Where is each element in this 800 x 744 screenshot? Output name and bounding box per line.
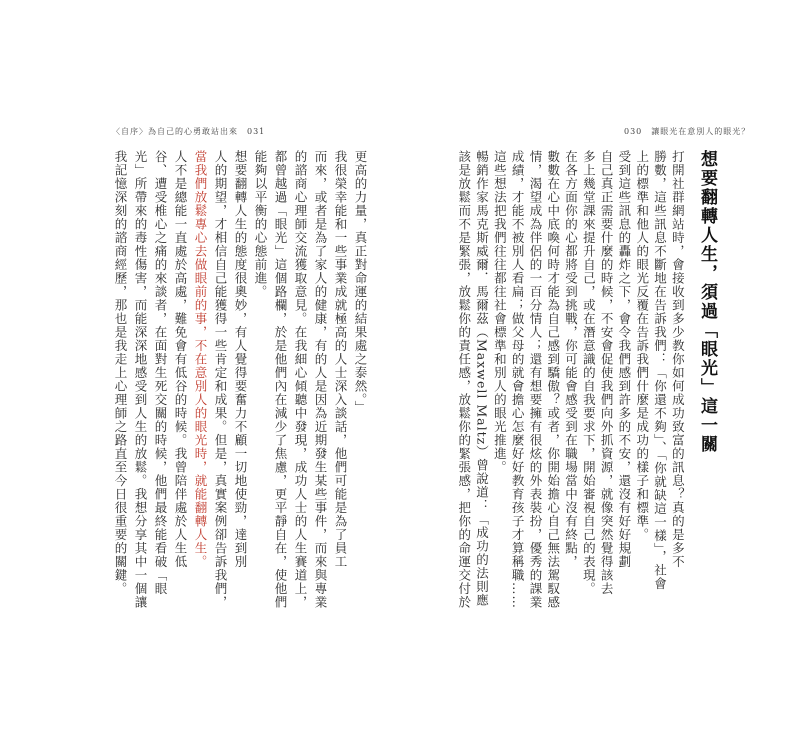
text-column: 我記憶深刻的諮商經歷，那也是我走上心理師之路直至今日很重要的關鍵。 bbox=[113, 150, 128, 596]
text-column: 能夠以平衡的心態前進。 bbox=[253, 150, 268, 299]
text-column: 人不是總能一直處於高處，難免會有低谷的時候。我曾陪伴處於人生低 bbox=[173, 150, 188, 569]
left-page-header: 〈自序〉為自己的心勇敢站出來 031 bbox=[112, 127, 266, 136]
text-column: 打開社群網站時，會接收到多少教你如何成功致富的訊息？真的是多不 bbox=[670, 150, 686, 569]
right-page-body bbox=[456, 150, 722, 630]
text-column: 數數在心中底喚何時才能為自己感到驕傲？或者，你開始擔心自己無法駕馭感 bbox=[545, 150, 561, 609]
left-page-body bbox=[92, 150, 370, 630]
text-column: 該是放鬆而不是緊張，放鬆你的責任感，放鬆你的緊張感，把你的命運交付於 bbox=[456, 150, 472, 609]
text-column: 這些想法把我們往往都往社會標準和別人的眼光推進。 bbox=[492, 150, 508, 474]
text-column: 人的期望，才相信自己能獲得一些肯定和成果。但是，真實案例卻告訴我們， bbox=[213, 150, 228, 609]
text-column: 暢銷作家馬克斯威爾．馬爾茲（Maxwell Maltz）曾說道：「成功的法則應 bbox=[474, 150, 490, 608]
text-column: 多上幾堂課來提升自己，或在潛意識的自我要求下，開始審視自己的表現。 bbox=[581, 150, 597, 596]
highlighted-text-column: 當我們放鬆專心去做眼前的事，不在意別人的眼光時，就能翻轉人生。 bbox=[193, 150, 208, 569]
text-column: 我很榮幸能和一些事業成就極高的人士深入談話，他們可能是為了員工 bbox=[333, 150, 348, 569]
right-page-header: 030 讓眼光在意別人的眼光？ bbox=[624, 127, 751, 136]
text-column: 而來，或者是為了家人的健康，有的人是因為近期發生某些事件，而來與專業 bbox=[313, 150, 328, 609]
text-column: 都曾越過「眼光」這個路欄，於是他們內在減少了焦慮，更平靜自在，使他們 bbox=[273, 150, 288, 609]
text-column: 情，渴望成為伴侶的一百分情人；還有想要擁有很炫的外表裝扮，優秀的課業 bbox=[527, 150, 543, 609]
text-column: 谷、遭受椎心之痛的來談者，在面對生死交關的時候，他們最終能看破「眼 bbox=[153, 150, 168, 596]
text-column: 勝數，這些訊息不斷地在告訴我們：「你還不夠」、「你就缺這一樣」，社會 bbox=[652, 150, 668, 591]
text-column: 在各方面你的心都將受到挑戰，你可能會感受到在職場當中沒有終點， bbox=[563, 150, 579, 569]
section-heading: 想要翻轉人生，須過「眼光」這一關 bbox=[697, 150, 717, 454]
text-column: 光」所帶來的毒性傷害，而能深深地感受到人生的放鬆。我想分享其中一個讓 bbox=[133, 150, 148, 609]
text-column: 上的標準和他人的眼光反覆在告訴我們什麼是成功的樣子和標準。 bbox=[634, 150, 650, 542]
text-column: 想要翻轉人生的態度很奧妙，有人覺得要奮力不顧一切地使勁，達到別 bbox=[233, 150, 248, 569]
text-column: 的諮商心理師交流獲取意見。在我細心傾聽中發現，成功人士的人生賽道上， bbox=[293, 150, 308, 609]
text-column: 成績，才能不被別人看扁；做父母的就會擔心怎麼好好教育孩子才算稱職…… bbox=[510, 150, 526, 609]
text-column: 自己真正需要什麼的時候，不安會促使我們向外抓資源，就像突然覺得該去 bbox=[599, 150, 615, 596]
text-column: 更高的力量，真正對命運的結果處之泰然。」 bbox=[353, 150, 368, 414]
text-column: 受到這些訊息的轟炸之下，會令我們感到許多的不安，還沒有好好規劃 bbox=[616, 150, 632, 569]
